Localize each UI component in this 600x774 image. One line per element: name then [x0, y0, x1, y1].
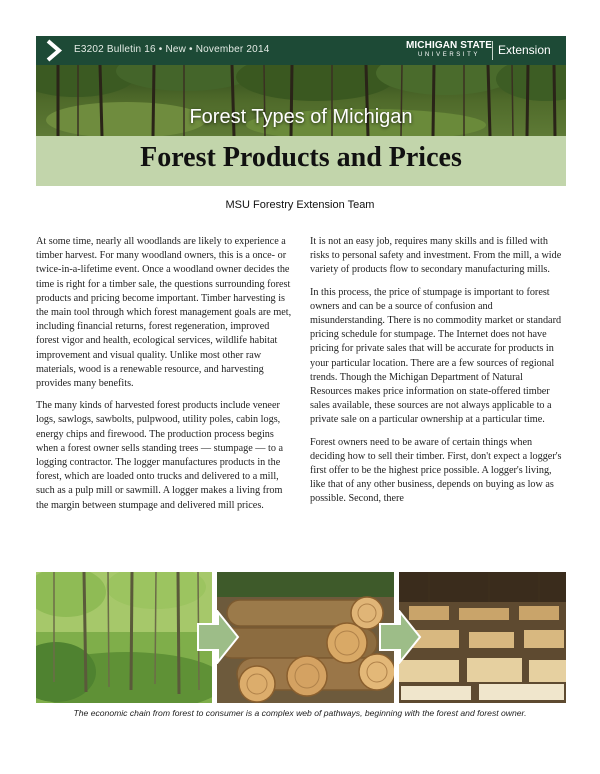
msu-logo-bottom: UNIVERSITY — [418, 52, 481, 58]
page-title: Forest Products and Prices — [140, 142, 462, 173]
right-column — [310, 235, 566, 515]
paragraph: It is not an easy job, requires many skills and is filled with risks to personal safety and investment. From the mill, a wide variety of products flow to secondary manufacturing mills. — [310, 236, 562, 276]
author-line: MSU Forestry Extension Team — [225, 199, 375, 211]
extension-label: Extension — [498, 43, 551, 57]
series-title: Forest Types of Michigan — [189, 106, 413, 128]
header — [36, 36, 566, 186]
logs-photo — [217, 572, 394, 703]
title-bar — [36, 136, 566, 186]
msu-logo-top: MICHIGAN STATE — [406, 40, 493, 51]
paragraph: Forest owners need to be aware of certain things when deciding how to sell their timber. First, don't expect a logger's first offer to be the highest price possible. A logger's living, like that of any other business, depends on buying as low as possible. Second, there — [310, 436, 562, 505]
arrow-right-icon — [378, 610, 422, 664]
bulletin-line: E3202 Bulletin 16 • New • November 2014 — [74, 44, 270, 55]
arrow-right-icon — [196, 610, 240, 664]
msu-logo — [406, 40, 492, 58]
photo-caption: The economic chain from forest to consumer is a complex web of pathways, beginning with the forest and forest owner. — [73, 708, 527, 718]
logo-divider — [492, 41, 493, 60]
lumber-mill-photo — [399, 572, 566, 703]
paragraph: In this process, the price of stumpage is important to forest owners and can be a source of confusion and misunderstanding. There is no commodity market or standard pricing schedule for stumpage. The Internet does not have pricing for private sales that will be accurate for products in your particular location. There are a few sources of regional trends. Though the Michigan Department of Natural Resources makes price information on state-offered timber sales available, these sources are not always applicable to a private sale on a particular ownership at a particular time. — [310, 286, 562, 426]
paragraph: The many kinds of harvested forest products include veneer logs, sawlogs, sawbolts, pulpwood, utility poles, cabin logs, energy chips and firewood. The production process begins when a forest owner sells standing trees — stumpage — to a logging contractor. The logger manufactures products in the forest, which are loaded onto trucks and delivered to a mill, such as a pulp mill or sawmill. A logger makes a living from the margin between stumpage and delivered mill prices. — [36, 400, 283, 511]
chevron-right-icon — [42, 39, 66, 62]
left-column — [36, 235, 292, 521]
forest-photo — [36, 572, 212, 703]
photo-strip — [36, 572, 566, 703]
header-band — [36, 36, 566, 65]
paragraph: At some time, nearly all woodlands are likely to experience a timber harvest. For many woodland owners, this is a once- or twice-in-a-lifetime event. Once a woodland owner decides the time is right for a timber sale, the questions surrounding forest products and pricing become important. Timber harvesting is the main tool through which forest management goals are met, including financial returns, forest regeneration, improved forest vigor and health, ecological services, wildlife habitat improvement and visual quality. Unlike most other raw materials, wood is a renewable resource, and harvesting provides many benefits. — [36, 236, 292, 390]
